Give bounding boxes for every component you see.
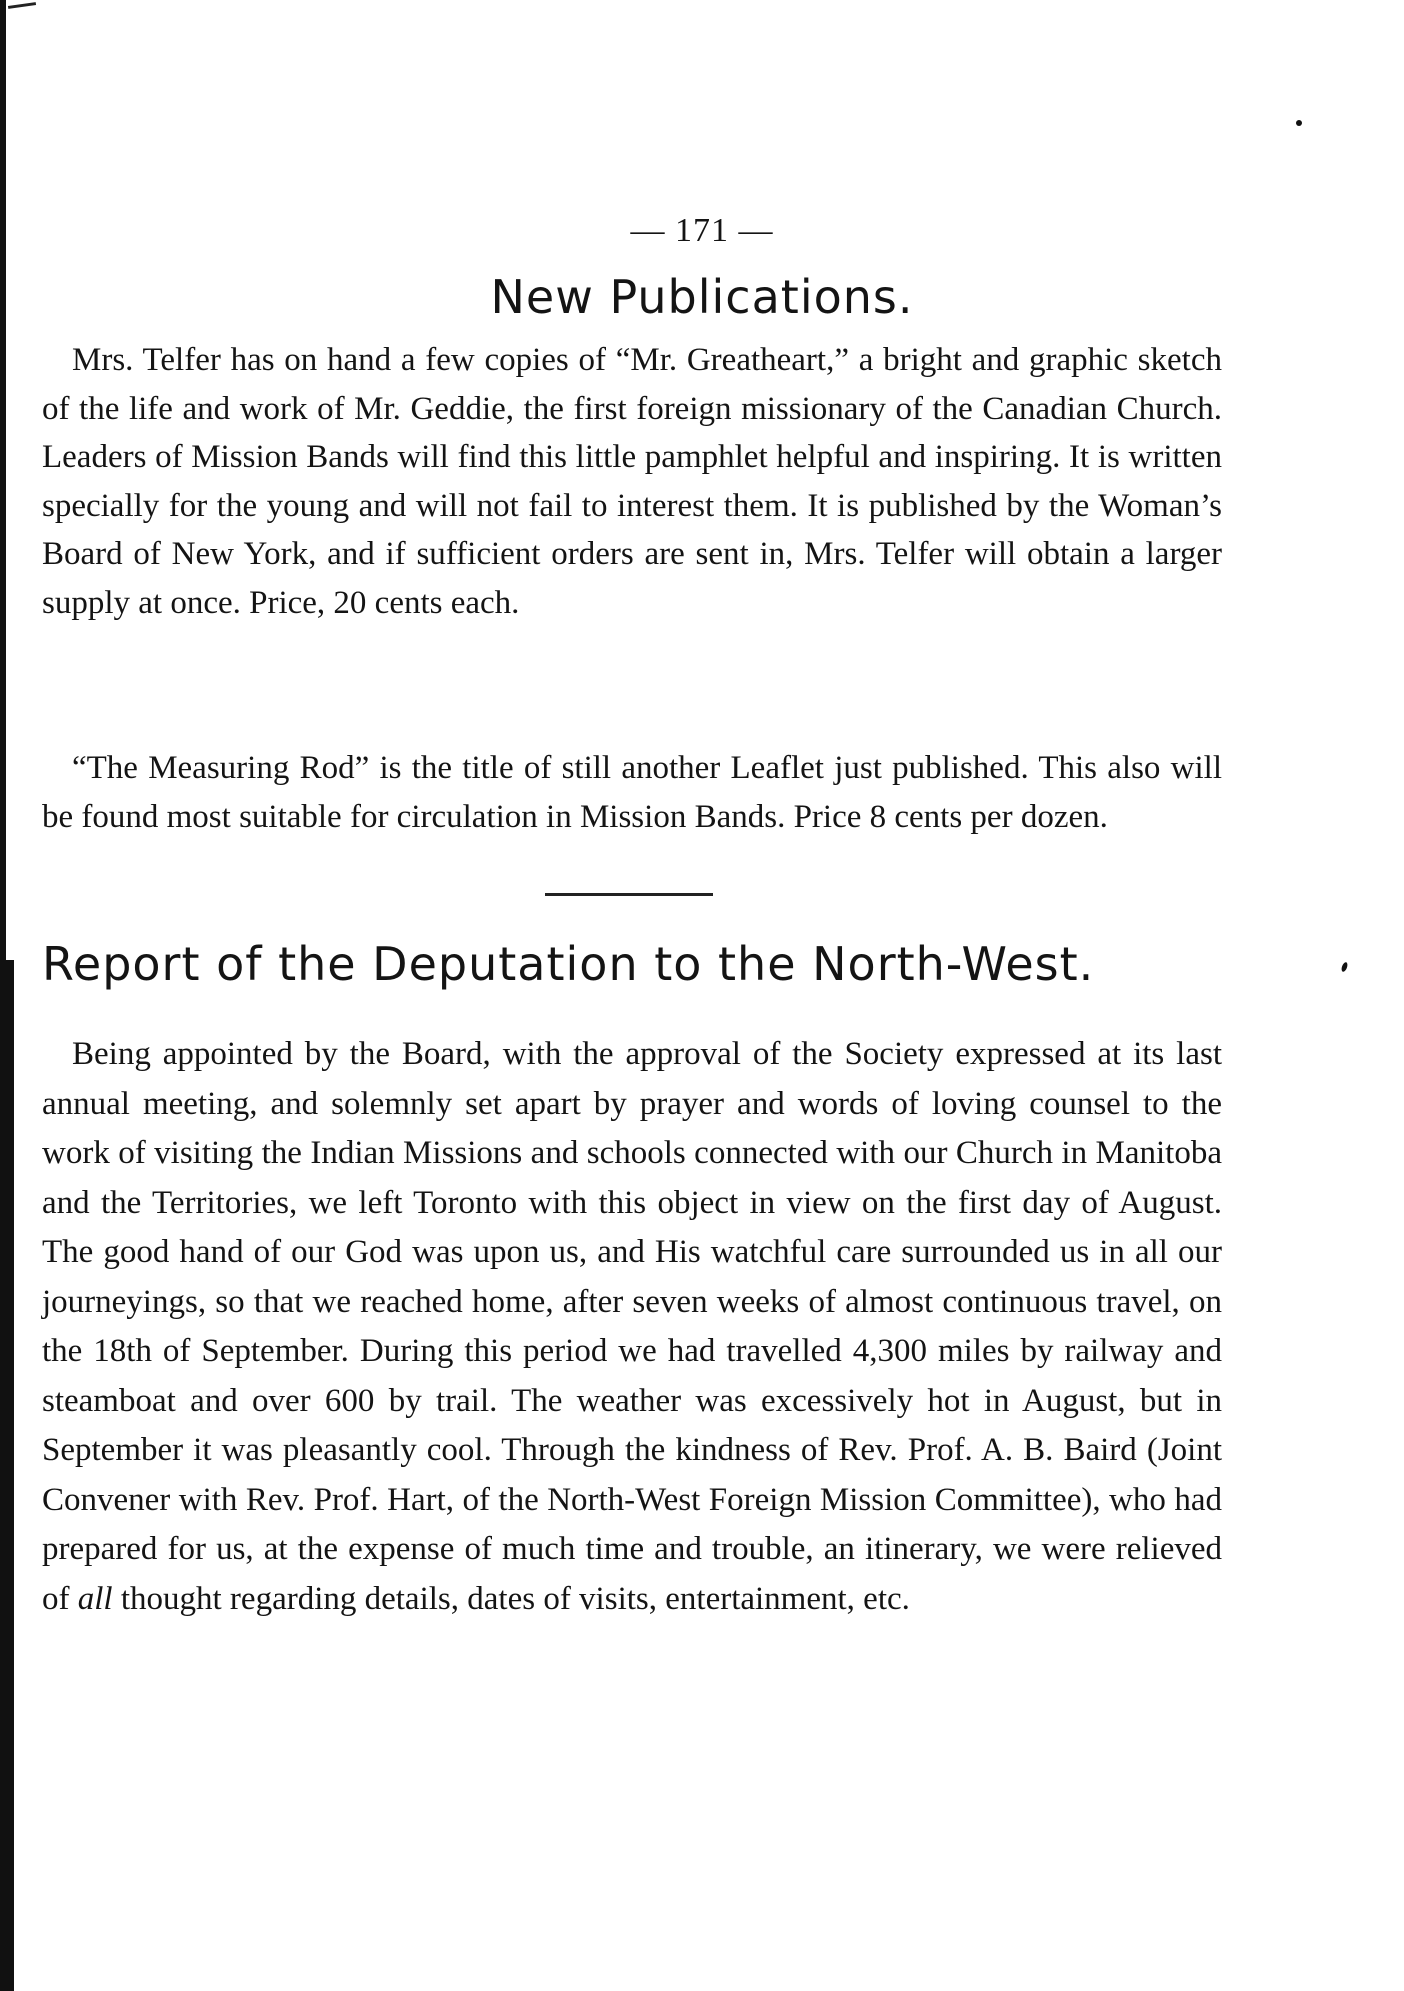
paragraph-text: thought regarding details, dates of visits, entertainment, etc. — [112, 1580, 910, 1617]
page-number: — 171 — — [630, 212, 774, 249]
binding-shadow — [0, 960, 14, 1991]
deputation-report-paragraph-1 — [42, 1030, 1222, 1624]
new-publications-paragraph-1 — [42, 336, 1222, 627]
section-divider — [545, 893, 713, 896]
ink-speck — [1340, 961, 1348, 972]
paragraph-text: Being appointed by the Board, with the approval of the Society expressed at its last annual meeting, and solemnly set apart by prayer and words of loving counsel to the work of visiting the Indian Missions and schools connected with our Church in Manitoba and the Territories, we left Toronto with this object in view on the first day of August. The good hand of our God was upon us, and His watchful care surrounded us in all our journeyings, so that we reached home, after seven weeks of almost continuous travel, on the 18th of September. During this period we had travelled 4,300 miles by railway and steamboat and over 600 by trail. The weather was excessively hot in August, but in September it was pleasantly cool. Through the kindness of Rev. Prof. A. B. Baird (Joint Convener with Rev. Prof. Hart, of the North-West Foreign Mission Committee), who had prepared for us, at the expense of much time and trouble, an itinerary, we were relieved of — [42, 1036, 1222, 1617]
section-title-deputation-report: Report of the Deputation to the North-West. — [42, 937, 1095, 991]
new-publications-paragraph-2 — [42, 744, 1222, 841]
ink-speck — [1296, 120, 1302, 126]
section-title-new-publications: New Publications. — [490, 270, 914, 324]
corner-mark — [8, 2, 36, 9]
paragraph-text: “The Measuring Rod” is the title of still another Leaflet just published. This also will be found most suitable for circulation in Mission Bands. Price 8 cents per dozen. — [42, 750, 1222, 835]
emphasized-word: all — [77, 1580, 113, 1617]
paragraph-text: Mrs. Telfer has on hand a few copies of “Mr. Greatheart,” a bright and graphic sketch of the life and work of Mr. Geddie, the first foreign missionary of the Canadian Church. Leaders of Mission Bands will find this little pamphlet helpful and inspiring. It is written specially for the young and will not fail to interest them. It is published by the Woman’s Board of New York, and if sufficient orders are sent in, Mrs. Telfer will obtain a larger supply at once. Price, 20 cents each. — [42, 342, 1222, 621]
